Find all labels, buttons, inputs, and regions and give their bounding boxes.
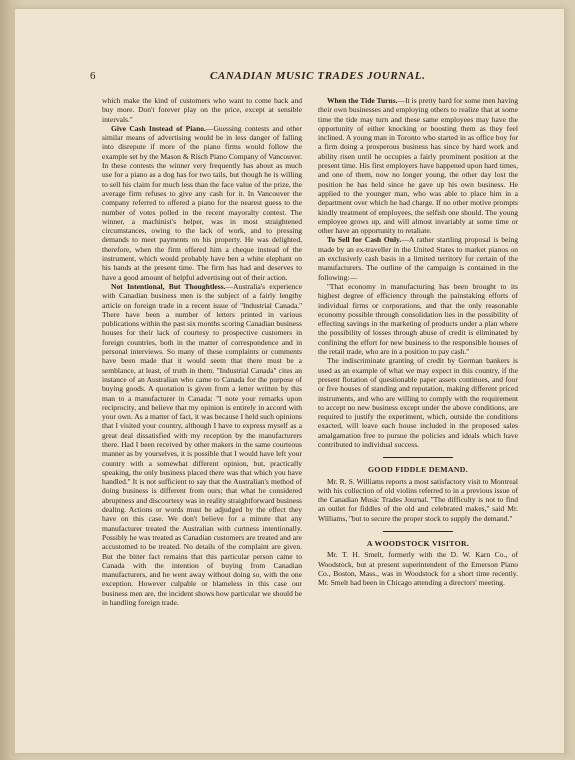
paragraph: Give Cash Instead of Piano.—Guessing contests and other similar means of advertising would be in less danger of falling into disrepute if more of the piano firms would follow the example set by the Mason & Risch Piano Company of Vancouver. In these contests the winner very frequently has about as much use for a piano as a dog has for two tails, but though he is willing to sell his claim for much less than the face value of the prize, the average firm refuses to give any cash for it. In Vancouver the company referred to offered a piano for the nearest guess to the number of votes polled in the recent mayoralty contest. The winner, a machinist's helper, was in most straightened circumstances, owing to the lack of work, and to pressing demands to meet payments on his property. He was delighted, therefore, when the firm offered him a cheque instead of the instrument, which would probably have ben a white elephant on his hands at the present time. The firm has had and deserves to have a good amount of helpful advertising out of their action. <box>102 123 303 282</box>
paragraph: To Sell for Cash Only.—A rather startling proposal is being made by an ex-traveller in the United States to market pianos on an exclusively cash basis in a limited territory for certain of the manufacturers. The outline of the campaign is contained in the following:— <box>318 235 518 282</box>
quoted-paragraph: ''That economy in manufacturing has been brought to its highest degree of efficiency through the painstaking efforts of individual firms or corporations, and that the only reasonable economy possible through consolidation lies in the possibility of effecting savings in the marketing of products under a plan where the possibility of losses through abuse of credit is eliminated by confining the effort for new business to the responsible houses of the retail trade, who are in a position to pay cash.'' <box>318 281 518 357</box>
run-in-heading: To Sell for Cash Only. <box>327 235 402 245</box>
paragraph: The indiscriminate granting of credit by German bankers is used as an example of what we may expect in this country, if the present flotation of questionable paper assets continues, and four or five houses of standing and reputation, making different priced instruments, and who are willing to comply with the requirement to accept no new business except under the above conditions, are required to justify the experiment, which, outside the conditions exacted, will leave each house included in the proposed sales amalgamation free to pursue the policies and ideals which have contributed to individual success. <box>318 356 518 449</box>
run-in-heading: Not Intentional, But Thoughtless. <box>111 281 226 291</box>
run-in-heading: Give Cash Instead of Piano. <box>111 123 206 133</box>
right-column <box>318 96 518 588</box>
paragraph: When the Tide Turns.—It is pretty hard for some men having their own businesses and employing others to realize that at some time the tide may turn and these same employees may have the opportunity of either knocking or boosting them as they feel inclined. A young man in Toronto who started in as office boy for a firm doing a prosperous business has since by hard work and ability risen until he occupies a fairly prominent position at the present time. His first employers have happened upon hard times, and one of them, now no longer young, the other day lost the position he has held since he gave up his own business. He applied to the younger man, who was able to place him in a department over which he had charge. If no other motive prompts kindly treatment of employees, the selfish one should. The young employee grows up, and will almost invariably at some time or other have an opportunity to retaliate. <box>318 96 518 236</box>
section-divider <box>383 531 453 532</box>
section-divider <box>383 457 453 458</box>
page-header <box>90 70 542 86</box>
running-title: CANADIAN MUSIC TRADES JOURNAL. <box>210 70 426 82</box>
run-in-heading: When the Tide Turns. <box>327 96 398 105</box>
page-number: 6 <box>90 70 96 82</box>
paragraph: Mr. R. S. Williams reports a most satisfactory visit to Montreal with his collection of old violins referred to in a previous issue of the Canadian Music Trades Journal. ''The difficulty is not to find an outlet for fiddles of the old and celebrated makes,'' said Mr. Williams, ''but to secure the proper stock to supply the demand.'' <box>318 476 518 523</box>
left-column <box>102 96 302 607</box>
paragraph: Not Intentional, But Thoughtless.—Australia's experience with Canadian business men is the subject of a fairly lengthy article on foreign trade in a recent issue of ''Industrial Canada.'' There have been a number of letters printed in various publications within the past six months scoring Canadian business houses for their lack of courtesy to prospective customers in foreign countries, both in the matter of correspondence and in personal interviews. So many of these complaints or comments have been made that it would seem that there must be a semblance, at least, of truth in them. ''Industrial Canada'' cites an instance of an Australian who came to Canada for the purpose of buying goods. A quotation is given from a letter written by this man to a manufacturer in Canada: ''I note your remarks upon reciprocity, and believe that my opinion is entirely in accord with your own. As a matter of fact, it was because I held such opinions that I visited your country, although I have to express myself as a great deal dissatisfied with my reception by the manufacturers there. Had I been received by other makers in the same courteous manner as by yourselves, it is possible that I would have left your country with a somewhat different opinion, but, practically speaking, the only business placed there was that which you have handled.'' It is not sufficient to say that the Australian's method of doing business is different from ours; that what he considered abruptness and discourtesy was in reality straightforward business dealing. Actions or words must be adjudged by the effect they have on this case. We don't believe for a minute that any manufacturer treated the Australian with curtness intentionally. Possibly he was treated as Canadian customers are treated and are accustomed to be treated. No details of the complaint are given. But the bitter fact remains that this particular person came to Canada with the intention of buying from Canadian manufacturers, and he went away without doing so, with the one exception. However culpable or blameless in this case our business men are, the incident shows how particular we should be in handling foreign trade. <box>102 281 302 608</box>
paragraph: which make the kind of customers who want to come back and buy more. Don't forever play on the price, except at sensible intervals.'' <box>102 96 302 124</box>
section-title: A WOODSTOCK VISITOR. <box>366 539 470 549</box>
paragraph: Mr. T. H. Smelt, formerly with the D. W. Karn Co., of Woodstock, but at present superintendent of the Emerson Piano Co., Boston, Mass., was in Woodstock for a short time recently. Mr. Smelt had been in Chicago attending a directors' meeting. <box>318 550 518 588</box>
section-title: GOOD FIDDLE DEMAND. <box>368 465 468 475</box>
